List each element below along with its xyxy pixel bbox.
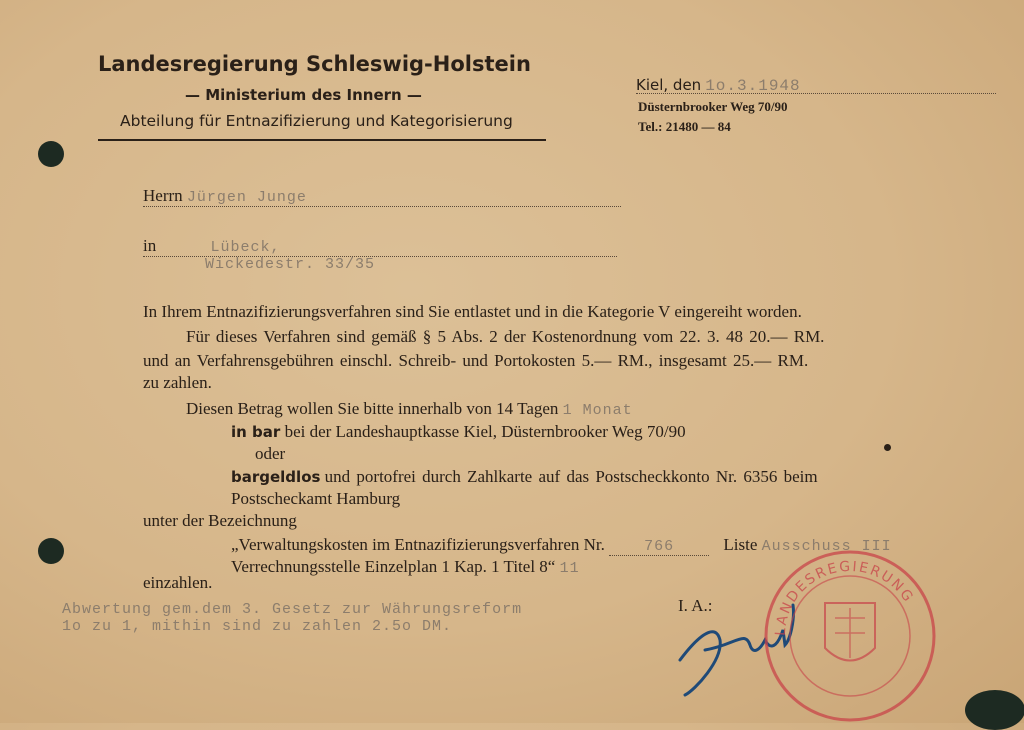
address: Düsternbrooker Weg 70/90 (638, 99, 788, 114)
postscheckamt: Postscheckamt Hamburg (231, 489, 401, 508)
note-line-2: 1o zu 1, mithin sind zu zahlen 2.5o DM. (62, 618, 453, 635)
official-stamp (760, 548, 940, 728)
in-label: in (143, 236, 157, 255)
date-line (636, 76, 996, 94)
liste-label: Liste (723, 535, 758, 554)
recipient-name: Jürgen Junge (186, 189, 307, 206)
pay-cash (231, 422, 686, 442)
bezeichnung: unter der Bezeichnung (143, 511, 297, 530)
recipient-city: Lübeck, (210, 239, 281, 256)
place-label: Kiel, den (636, 76, 702, 94)
pay-transfer-text: und portofrei durch Zahlkarte auf das Postscheckkonto Nr. 6356 beim (324, 467, 818, 486)
recipient-name-line (143, 186, 621, 207)
para-2c: zu zahlen. (143, 373, 212, 392)
para-2a: Für dieses Verfahren sind gemäß § 5 Abs. 2 der Kostenordnung vom 22. 3. 48 20.— RM. (186, 327, 825, 346)
stamp-seal (760, 548, 940, 723)
recipient-city-line (143, 236, 617, 257)
para-3 (186, 399, 633, 419)
pay-cash-text: bei der Landeshauptkasse Kiel, Düsternbrooker Weg 70/90 (284, 422, 686, 441)
vk-text: „Verwaltungskosten im Entnazifizierungsverfahren Nr. (231, 535, 605, 554)
herrn-label: Herrn (143, 186, 183, 205)
oder: oder (255, 444, 286, 463)
vk-number: 766 (609, 538, 709, 556)
letterhead-rule (98, 139, 546, 141)
para-3-typed: 1 Monat (562, 402, 633, 419)
date-value: 1o.3.1948 (705, 77, 801, 95)
svg-text:LANDESREGIERUNG: LANDESREGIERUNG (772, 558, 917, 637)
ink-blot (965, 690, 1024, 730)
phone: Tel.: 21480 — 84 (638, 119, 731, 134)
liste-value: Ausschuss III (761, 538, 892, 555)
ia-label: I. A.: (678, 596, 713, 615)
pay-transfer (231, 467, 818, 487)
punch-hole-top (38, 141, 64, 167)
einzahlen: einzahlen. (143, 573, 213, 592)
pay-cash-bold: in bar (231, 423, 281, 441)
recipient-street: Wickedestr. 33/35 (205, 256, 376, 273)
ink-dot (884, 444, 891, 451)
verrechnung-text: Verrechnungsstelle Einzelplan 1 Kap. 1 Titel 8“ (231, 557, 556, 576)
titel-typed: 11 (559, 560, 580, 577)
para-2b: und an Verfahrensgebühren einschl. Schreib- und Portokosten 5.— RM., insgesamt 25.— RM. (143, 351, 809, 370)
letterhead-department: Abteilung für Entnazifizierung und Kategorisierung (120, 112, 513, 130)
note-line-1: Abwertung gem.dem 3. Gesetz zur Währungsreform (62, 601, 523, 618)
para-1: In Ihrem Entnazifizierungsverfahren sind Sie entlastet und in die Kategorie V eingereiht worden. (143, 302, 802, 321)
verrechnung-line (231, 557, 580, 577)
punch-hole-bottom (38, 538, 64, 564)
para-3-text: Diesen Betrag wollen Sie bitte innerhalb von 14 Tagen (186, 399, 559, 418)
letterhead-title: Landesregierung Schleswig-Holstein (98, 52, 531, 76)
letterhead-ministry: — Ministerium des Innern — (185, 86, 422, 104)
pay-transfer-bold: bargeldlos (231, 468, 321, 486)
